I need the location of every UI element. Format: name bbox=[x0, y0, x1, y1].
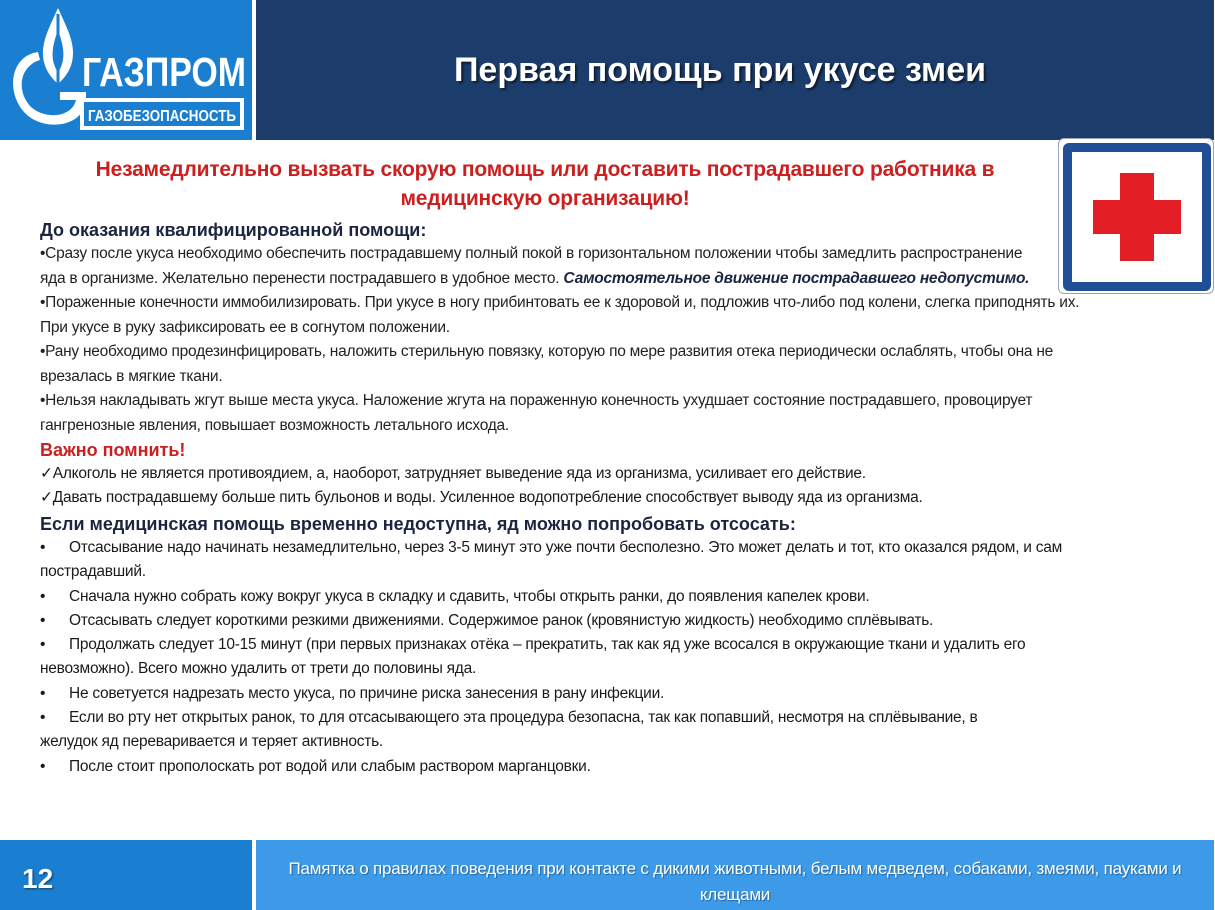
before-help-heading: До оказания квалифицированной помощи: bbox=[40, 220, 427, 240]
logo-wordmark: ГАЗПРОМ bbox=[82, 49, 246, 95]
list-item bbox=[40, 609, 1080, 633]
paragraph-immobilize: •Пораженные конечности иммобилизировать. При укусе в ногу прибинтовать ее к здоровой и, подложив что-либо под колени, слегка приподнять их. При укусе в руку зафиксировать ее в согнутом положении. bbox=[40, 294, 1080, 336]
list-item-text: Отсасывание надо начинать незамедлительно, через 3-5 минут это уже почти бесполезно. Это может делать и тот, кто оказался рядом, и сам пострадавший. bbox=[40, 539, 1063, 581]
urgent-line-2: медицинскую организацию! bbox=[400, 187, 690, 210]
check-item-alcohol: ✓Алкоголь не является противоядием, а, наоборот, затрудняет выведение яда из организма, усиливает его действие. bbox=[40, 465, 866, 482]
gazprom-logo bbox=[0, 0, 254, 140]
paragraph-rest-text: •Сразу после укуса необходимо обеспечить пострадавшему полный покой в горизонтальном положении чтобы замедлить распространение яда в организме. Желательно перенести пострадавшего в удобное место. bbox=[40, 245, 1023, 287]
page-number-box bbox=[0, 840, 254, 910]
list-item bbox=[40, 706, 980, 755]
bullet-marker: • bbox=[40, 684, 46, 702]
footer-caption: Памятка о правилах поведения при контакте с дикими животными, белым медведем, собаками, змеями, пауками и клещами bbox=[288, 859, 1182, 904]
footer-caption-box bbox=[256, 840, 1214, 910]
list-item-text: После стоит прополоскать рот водой или слабым раствором марганцовки. bbox=[69, 757, 591, 775]
urgent-notice bbox=[40, 155, 1050, 213]
list-item bbox=[40, 536, 1080, 585]
bullet-marker: • bbox=[40, 636, 46, 654]
bullet-marker: • bbox=[40, 709, 46, 727]
paragraph-disinfect: •Рану необходимо продезинфицировать, наложить стерильную повязку, которую по мере развития отека периодически ослаблять, чтобы она не врезалась в мягкие ткани. bbox=[40, 343, 1054, 385]
list-item bbox=[40, 585, 1080, 609]
list-item-text: Если во рту нет открытых ранок, то для отсасывающего эта процедура безопасна, так как попавший, несмотря на сплёвывание, в желудок яд переваривается и теряет активность. bbox=[40, 709, 978, 751]
bullet-marker: • bbox=[40, 611, 46, 629]
logo-subtitle: ГАЗОБЕЗОПАСНОСТЬ bbox=[88, 108, 236, 125]
page-number: 12 bbox=[22, 863, 54, 894]
red-cross-icon bbox=[1059, 139, 1215, 295]
urgent-line-1: Незамедлительно вызвать скорую помощь или доставить пострадавшего работника в bbox=[95, 158, 995, 181]
list-item-text: Сначала нужно собрать кожу вокруг укуса в складку и сдавить, чтобы открыть ранки, до появления капелек крови. bbox=[69, 587, 870, 605]
remember-heading: Важно помнить! bbox=[40, 440, 186, 460]
bullet-marker: • bbox=[40, 539, 46, 556]
list-item bbox=[40, 755, 1080, 779]
list-item-text: Не советуется надрезать место укуса, по причине риска занесения в рану инфекции. bbox=[69, 684, 665, 702]
list-item-text: Отсасывать следует короткими резкими движениями. Содержимое ранок (кровянистую жидкость) необходимо сплёвывать. bbox=[69, 611, 934, 629]
bullet-marker: • bbox=[40, 757, 46, 775]
title-bar bbox=[256, 0, 1214, 140]
paragraph-tourniquet: •Нельзя накладывать жгут выше места укуса. Наложение жгута на пораженную конечность ухудшает состояние пострадавшего, провоцирует гангренозные явления, повышает возможность летального исхода. bbox=[40, 392, 1033, 434]
paragraph-rest bbox=[40, 242, 1040, 291]
first-aid-sign bbox=[1058, 138, 1214, 294]
page-title: Первая помощь при укусе змеи bbox=[453, 50, 987, 89]
list-item bbox=[40, 633, 1050, 682]
suction-heading: Если медицинская помощь временно недоступна, яд можно попробовать отсосать: bbox=[40, 514, 796, 534]
paragraph-rest-emphasis: Самостоятельное движение пострадавшего недопустимо. bbox=[563, 269, 1030, 287]
list-item bbox=[40, 682, 1080, 706]
list-item-text: Продолжать следует 10-15 минут (при первых признаках отёка – прекратить, так как яд уже всосался в окружающие ткани и удалить его невозможно). Всего можно удалить от трети до половины яда. bbox=[40, 636, 1026, 678]
main-content bbox=[40, 155, 1080, 779]
check-item-fluids: ✓Давать пострадавшему больше пить бульонов и воды. Усиленное водопотребление способствует выводу яда из организма. bbox=[40, 489, 923, 506]
bullet-marker: • bbox=[40, 587, 46, 605]
